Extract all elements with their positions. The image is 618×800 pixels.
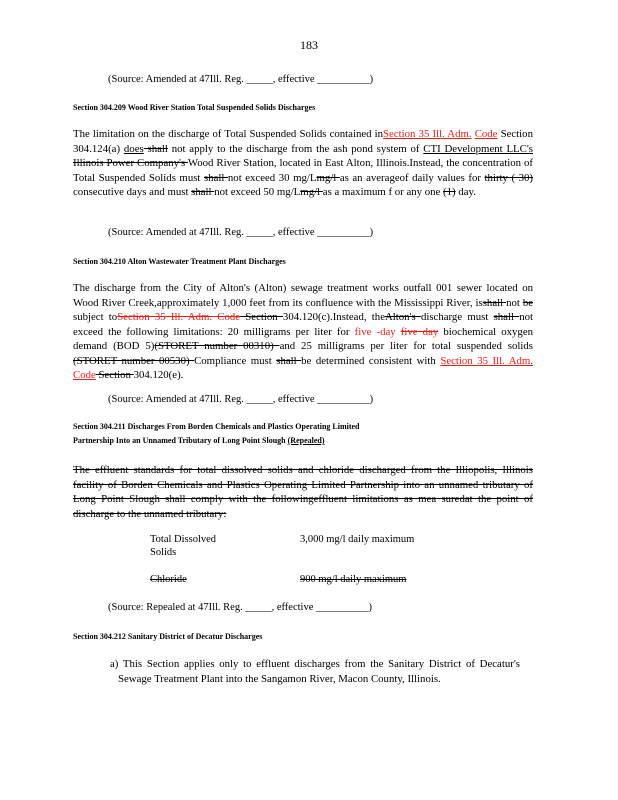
deleted-text: Alton's bbox=[384, 311, 421, 323]
inserted-text: CTI Development LLC's bbox=[423, 142, 533, 155]
table-limit-chloride: 900 mg/l daily maximum bbox=[300, 574, 407, 585]
deleted-text: Section bbox=[240, 311, 283, 323]
deleted-text: shall bbox=[493, 311, 520, 323]
source-note-amended: (Source: Amended at 47Ill. Reg. _____, effective __________) bbox=[108, 74, 374, 85]
section-heading-304-211-line2: Partnership Into an Unnamed Tributary of Long Point Slough (Repealed) bbox=[73, 436, 325, 445]
page-number: 183 bbox=[300, 38, 318, 52]
table-param-tds: Total Dissolved Solids bbox=[150, 534, 217, 558]
deleted-text: (STORET number 00310) bbox=[154, 340, 280, 352]
deleted-text: five day bbox=[400, 325, 439, 338]
deleted-text: shall bbox=[482, 296, 507, 309]
section-heading-304-211: Section 304.211 Discharges From Borden Chemicals and Plastics Operating Limited bbox=[73, 422, 360, 431]
deleted-text: mg/l bbox=[316, 171, 340, 184]
repealed-tag: (Repealed) bbox=[287, 436, 325, 445]
section-304-212-subsection-a: a) This Section applies only to effluent discharges from the Sanitary District of Decatur's Sewage Treatment Plant into the Sangamon River, Macon County, Illinois. bbox=[110, 658, 520, 685]
source-note-amended: (Source: Amended at 47Ill. Reg. _____, effective __________) bbox=[108, 227, 374, 238]
inserted-reference: Section 35 Ill. Adm. bbox=[383, 128, 472, 140]
table-limit-tds: 3,000 mg/l daily maximum bbox=[300, 534, 415, 545]
deleted-text: (STORET number 00530) bbox=[73, 354, 195, 367]
deleted-text: shall bbox=[203, 171, 228, 184]
inserted-text: five -day bbox=[354, 325, 396, 338]
table-param-chloride: Chloride bbox=[150, 574, 187, 585]
section-304-211-body: The effluent standards for total dissolved solids and chloride discharged from the Illiopolis, Illinois facility of Borden Chemicals and Plastics Operating Limited Partnership into an unnamed tributary of Long Point Slough shall comply with the followingeffluent limitations as mea suredat the point of discharge to the unnamed tributary: bbox=[73, 464, 533, 520]
deleted-reference: Section 35 Ill. Adm. Code bbox=[117, 311, 241, 323]
deleted-text: be bbox=[522, 296, 534, 309]
section-304-209-body: The limitation on the discharge of Total Suspended Solids contained inSection 35 Ill. Adm. Code Section 304.124(a) does shall not apply to the discharge from the ash pond system of CTI Development LLC's Illinois Power Company's Wood River Station, located in East Alton, Illinois.Instead, the concentration of Total Suspended Solids must shall not exceed 30 mg/Lmg/l as an averageof daily values for thirty ( 30) consecutive days and must shall not exceed 50 mg/Lmg/l as a maximum f or any one (1) day. bbox=[73, 128, 534, 198]
deleted-text: thirty ( 30) bbox=[484, 171, 533, 184]
inserted-reference: Section 35 Ill. Adm. Code bbox=[73, 354, 534, 381]
source-note-repealed: (Source: Repealed at 47Ill. Reg. _____, effective __________) bbox=[108, 602, 372, 613]
section-heading-304-210: Section 304.210 Alton Wastewater Treatment Plant Discharges bbox=[73, 257, 286, 266]
inserted-text: does bbox=[123, 142, 144, 155]
source-note-amended: (Source: Amended at 47Ill. Reg. _____, effective __________) bbox=[108, 394, 374, 405]
deleted-text: Illinois Power Company's bbox=[73, 157, 188, 169]
deleted-text: shall bbox=[143, 142, 168, 155]
section-304-210-body: The discharge from the City of Alton's (Alton) sewage treatment works outfall 001 sewer located on Wood River Creek,approximately 1,000 feet from its confluence with the Mississippi River, isshall not be subject toSection 35 Ill. Adm. Code Section 304.120(c).Instead, theAlton's discharge must shall not exceed the following limitations: 20 milligrams per liter for five -day five day biochemical oxygen demand (BOD 5)(STORET number 00310) and 25 milligrams per liter for total suspended solids (STORET number 00530) Compliance must shall be determined consistent with Section 35 Ill. Adm. Code Section 304.120(e). bbox=[73, 282, 534, 381]
deleted-text: shall bbox=[191, 186, 215, 198]
deleted-text: mg/l bbox=[300, 186, 323, 198]
section-heading-304-209: Section 304.209 Wood River Station Total Suspended Solids Discharges bbox=[73, 103, 316, 112]
deleted-text: shall bbox=[276, 354, 302, 367]
section-heading-304-212: Section 304.212 Sanitary District of Decatur Discharges bbox=[73, 632, 263, 641]
deleted-text: Section bbox=[95, 369, 134, 381]
deleted-text: (1) bbox=[443, 186, 456, 198]
